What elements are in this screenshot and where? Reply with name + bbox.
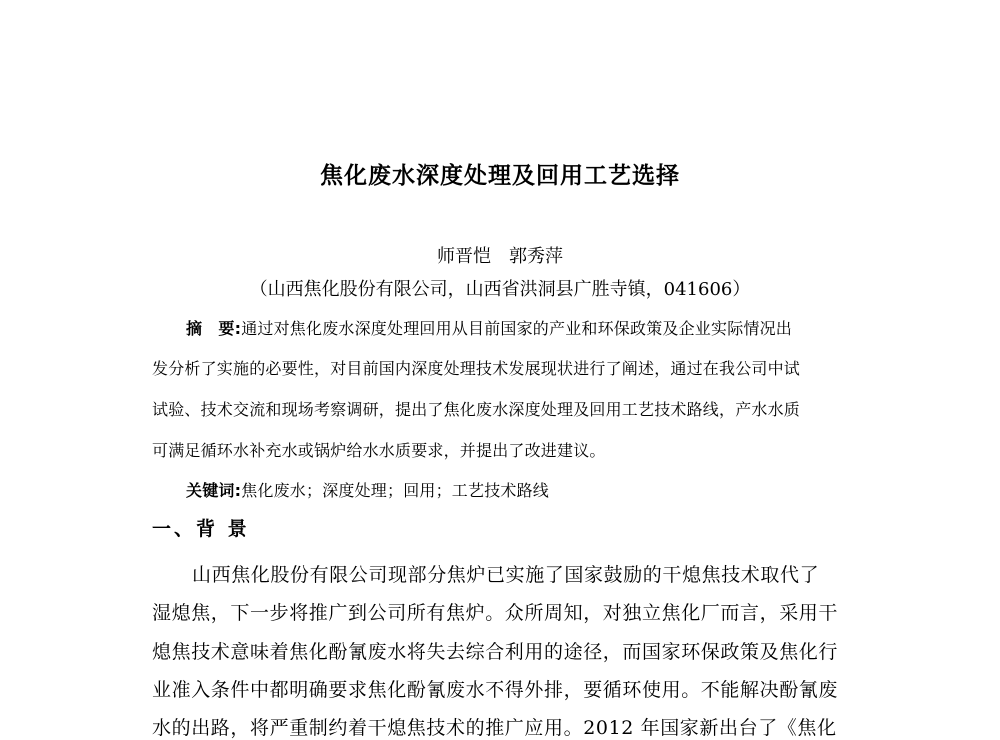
- keywords-text: 焦化废水；深度处理；回用；工艺技术路线: [241, 481, 550, 500]
- body-line: 湿熄焦，下一步将推广到公司所有焦炉。众所周知，对独立焦化厂而言，采用干: [152, 602, 839, 624]
- abstract-line: 试验、技术交流和现场考察调研，提出了焦化废水深度处理及回用工艺技术路线，产水水质: [152, 400, 801, 419]
- keywords-label: 关键词:: [186, 481, 242, 500]
- abstract-label: 摘 要:: [186, 319, 242, 338]
- paper-authors: 师晋恺 郭秀萍: [437, 246, 563, 267]
- abstract-line: 发分析了实施的必要性，对目前国内深度处理技术发展现状进行了阐述，通过在我公司中试: [152, 359, 801, 378]
- abstract-line: [152, 316, 886, 339]
- body-line: 熄焦技术意味着焦化酚氰废水将失去综合利用的途径，而国家环保政策及焦化行: [152, 641, 839, 663]
- keywords-line: [152, 478, 886, 501]
- abstract-line: 可满足循环水补充水或锅炉给水水质要求，并提出了改进建议。: [152, 441, 606, 460]
- paper-title: 焦化废水深度处理及回用工艺选择: [320, 163, 680, 189]
- author-affiliation: （山西焦化股份有限公司，山西省洪洞县广胜寺镇，041606）: [249, 279, 751, 300]
- section-heading: 一、背 景: [152, 518, 250, 540]
- body-line: 水的出路，将严重制约着干熄焦技术的推广应用。2012 年国家新出台了《焦化: [152, 717, 837, 739]
- body-line: 业准入条件中都明确要求焦化酚氰废水不得外排，要循环使用。不能解决酚氰废: [152, 679, 839, 701]
- body-line: 山西焦化股份有限公司现部分焦炉已实施了国家鼓励的干熄焦技术取代了: [192, 564, 820, 586]
- abstract-text: 通过对焦化废水深度处理回用从目前国家的产业和环保政策及企业实际情况出: [241, 319, 793, 338]
